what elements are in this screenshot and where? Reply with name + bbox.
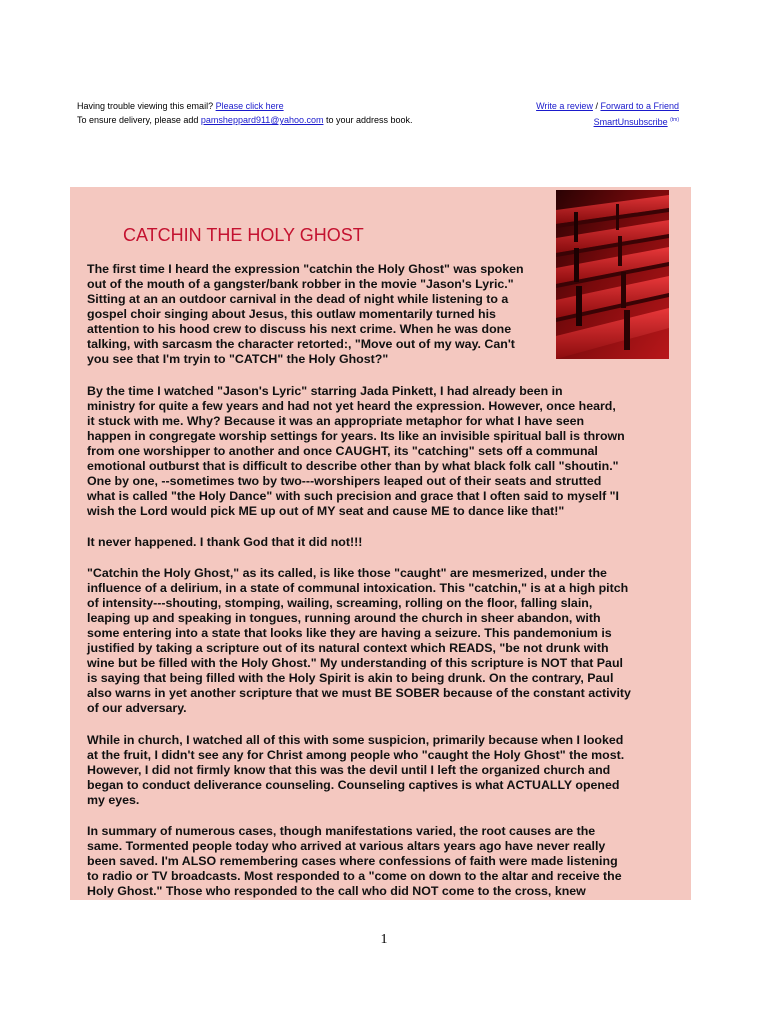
- article-line: began to conduct deliverance counseling. Counseling captives is what ACTUALLY opened: [87, 778, 620, 792]
- article-line: talking, with sarcasm the character retorted:, "Move out of my way. Can't: [87, 337, 515, 351]
- view-online-link[interactable]: Please click here: [215, 101, 284, 111]
- article-line: While in church, I watched all of this with some suspicion, primarily because when I looked: [87, 733, 624, 747]
- article-line: of intensity---shouting, stomping, wailing, screaming, rolling on the floor, falling slain,: [87, 596, 593, 610]
- article-line: gospel choir singing about Jesus, this outlaw momentarily turned his: [87, 307, 496, 321]
- email-header-row-2: [77, 114, 679, 127]
- article-line: wish the Lord would pick ME up out of MY seat and cause ME to dance like that!": [87, 504, 565, 518]
- article-title: CATCHIN THE HOLY GHOST: [123, 225, 364, 245]
- article-line: Holy Ghost." Those who responded to the call who did NOT come to the cross, knew: [87, 884, 586, 898]
- article-line: also warns in yet another scripture that we must BE SOBER because of the constant activity: [87, 686, 631, 700]
- article-line: been saved. I'm ALSO remembering cases where confessions of faith were made listening: [87, 854, 618, 868]
- article-line: influence of a delirium, in a state of communal intoxication. This "catchin," is at a high pitch: [87, 581, 629, 595]
- write-review-link[interactable]: Write a review: [536, 101, 593, 111]
- article-line: One by one, --sometimes two by two---worshipers leaped out of their seats and strutted: [87, 474, 602, 488]
- article-line: at the fruit, I didn't see any for Christ among people who "caught the Holy Ghost" the most.: [87, 748, 625, 762]
- article-line: It never happened. I thank God that it did not!!!: [87, 535, 363, 549]
- article-line: same. Tormented people today who arrived at various altars years ago have never really: [87, 839, 606, 853]
- article-panel: [70, 187, 691, 900]
- article-line: is saying that being filled with the Holy Spirit is akin to being drunk. On the contrary, Paul: [87, 671, 614, 685]
- delivery-text-suffix: to your address book.: [323, 115, 413, 125]
- article-line: By the time I watched "Jason's Lyric" starring Jada Pinkett, I had already been in: [87, 384, 563, 398]
- trademark-mark: (tm): [670, 117, 679, 123]
- article-line: However, I did not firmly know that this was the devil until I left the organized church and: [87, 763, 611, 777]
- link-separator: /: [592, 101, 601, 111]
- article-line: justified by taking a scripture out of its natural context which READS, "be not drunk with: [87, 641, 609, 655]
- article-line: Sitting at an an outdoor carnival in the dead of night while listening to a: [87, 292, 509, 306]
- forward-to-friend-link[interactable]: Forward to a Friend: [600, 101, 679, 111]
- article-line: ministry for quite a few years and had not yet heard the expression. However, once heard,: [87, 399, 616, 413]
- article-line: wine but be filled with the Holy Ghost." My understanding of this scripture is NOT that Paul: [87, 656, 623, 670]
- article-line: what is called "the Holy Dance" with such precision and grace that I often said to myself "I: [87, 489, 619, 503]
- header-actions: [536, 100, 679, 113]
- article-line: The first time I heard the expression "catchin the Holy Ghost" was spoken: [87, 262, 524, 276]
- unsubscribe-link[interactable]: SmartUnsubscribe: [593, 117, 668, 127]
- article-line: out of the mouth of a gangster/bank robber in the movie "Jason's Lyric.": [87, 277, 514, 291]
- article-line: of our adversary.: [87, 701, 187, 715]
- article-line: In summary of numerous cases, though manifestations varied, the root causes are the: [87, 824, 596, 838]
- article-line: to radio or TV broadcasts. Most responded to a "come on down to the altar and receive the: [87, 869, 622, 883]
- sender-email-link[interactable]: pamsheppard911@yahoo.com: [200, 115, 324, 125]
- article-line: attention to his hood crew to discuss his next crime. When he was done: [87, 322, 512, 336]
- article-line: my eyes.: [87, 793, 140, 807]
- article-line: from one worshipper to another and once CAUGHT, its "catching" sets off a communal: [87, 444, 598, 458]
- church-pews-illustration: [556, 190, 669, 359]
- article-line: happen in congregate worship settings for years. Its like an invisible spiritual ball is thrown: [87, 429, 625, 443]
- article-line: some entering into a state that looks like they are having a seizure. This pandemonium is: [87, 626, 612, 640]
- article-line: leaping up and speaking in tongues, running around the church in sheer abandon, with: [87, 611, 601, 625]
- article-line: emotional outburst that is difficult to describe other than by what black folk call "shoutin.": [87, 459, 619, 473]
- trouble-viewing-text: Having trouble viewing this email?: [77, 101, 216, 111]
- unsubscribe-group: [594, 114, 679, 129]
- page-number: 1: [380, 932, 388, 947]
- article-line: "Catchin the Holy Ghost," as its called, is like those "caught" are mesmerized, under the: [87, 566, 607, 580]
- article-line: you see that I'm tryin to "CATCH" the Holy Ghost?": [87, 352, 389, 366]
- email-header-row-1: [77, 100, 679, 113]
- church-pews-photo: [556, 190, 669, 359]
- delivery-text-prefix: To ensure delivery, please add: [77, 115, 201, 125]
- article-line: it stuck with me. Why? Because it was an appropriate metaphor for what I have seen: [87, 414, 585, 428]
